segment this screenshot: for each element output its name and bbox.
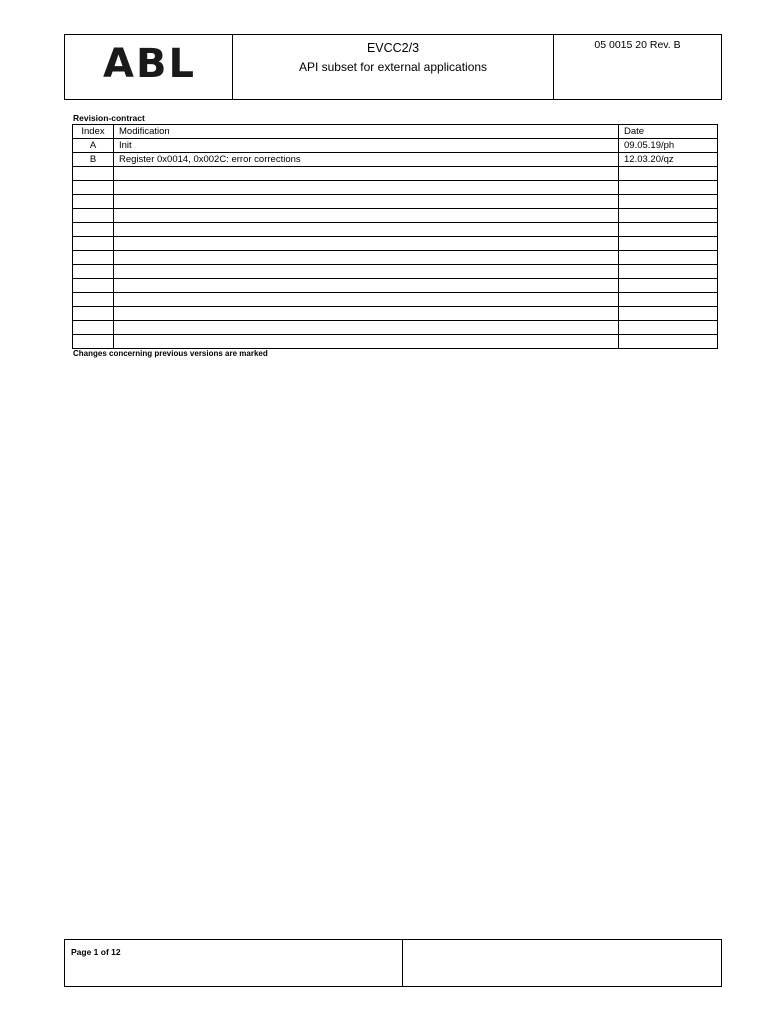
cell-modification xyxy=(114,251,619,265)
cell-index xyxy=(73,251,114,265)
cell-modification: Init xyxy=(114,139,619,153)
cell-index xyxy=(73,223,114,237)
column-header-modification: Modification xyxy=(114,125,619,139)
cell-modification xyxy=(114,195,619,209)
cell-modification xyxy=(114,321,619,335)
table-row xyxy=(73,335,718,349)
table-row xyxy=(73,293,718,307)
column-header-date: Date xyxy=(619,125,718,139)
cell-date xyxy=(619,195,718,209)
cell-date xyxy=(619,251,718,265)
cell-modification xyxy=(114,307,619,321)
product-name: EVCC2/3 xyxy=(366,41,420,55)
document-header xyxy=(64,34,722,100)
document-number: 05 0015 20 Rev. B xyxy=(594,39,681,51)
changes-note: Changes concerning previous versions are marked xyxy=(73,349,268,358)
cell-modification xyxy=(114,279,619,293)
cell-modification xyxy=(114,209,619,223)
table-row xyxy=(73,307,718,321)
cell-modification xyxy=(114,237,619,251)
cell-date xyxy=(619,167,718,181)
table-row xyxy=(73,279,718,293)
table-row xyxy=(73,237,718,251)
cell-date xyxy=(619,223,718,237)
cell-date xyxy=(619,293,718,307)
table-row xyxy=(73,195,718,209)
cell-index xyxy=(73,279,114,293)
cell-index xyxy=(73,307,114,321)
cell-modification xyxy=(114,223,619,237)
doc-number-cell xyxy=(554,35,721,99)
cell-date xyxy=(619,237,718,251)
cell-index xyxy=(73,181,114,195)
cell-date xyxy=(619,209,718,223)
cell-modification xyxy=(114,265,619,279)
revision-rows xyxy=(73,139,718,349)
document-subtitle: API subset for external applications xyxy=(298,60,488,74)
logo-cell xyxy=(65,35,233,99)
cell-index: A xyxy=(73,139,114,153)
cell-index xyxy=(73,335,114,349)
revision-label: Revision-contract xyxy=(73,113,145,123)
abl-logo-text: ABL xyxy=(103,41,196,84)
table-row xyxy=(73,153,718,167)
page-number: Page 1 of 12 xyxy=(71,947,121,957)
table-row xyxy=(73,139,718,153)
cell-modification xyxy=(114,167,619,181)
table-row xyxy=(73,167,718,181)
cell-index xyxy=(73,265,114,279)
cell-modification xyxy=(114,181,619,195)
table-row xyxy=(73,265,718,279)
cell-index xyxy=(73,321,114,335)
table-row xyxy=(73,181,718,195)
cell-index: B xyxy=(73,153,114,167)
cell-modification xyxy=(114,293,619,307)
table-row xyxy=(73,251,718,265)
revision-table xyxy=(72,124,718,349)
cell-date xyxy=(619,335,718,349)
revision-header-row xyxy=(73,125,718,139)
table-row xyxy=(73,209,718,223)
cell-index xyxy=(73,209,114,223)
cell-date xyxy=(619,307,718,321)
cell-date xyxy=(619,321,718,335)
cell-modification xyxy=(114,335,619,349)
footer-right-cell xyxy=(403,940,721,986)
table-row xyxy=(73,223,718,237)
table-row xyxy=(73,321,718,335)
cell-index xyxy=(73,195,114,209)
footer-left-cell xyxy=(65,940,403,986)
cell-index xyxy=(73,237,114,251)
cell-index xyxy=(73,167,114,181)
column-header-index: Index xyxy=(73,125,114,139)
cell-index xyxy=(73,293,114,307)
abl-logo xyxy=(101,39,201,84)
cell-date: 12.03.20/qz xyxy=(619,153,718,167)
cell-modification: Register 0x0014, 0x002C: error corrections xyxy=(114,153,619,167)
document-footer xyxy=(64,939,722,987)
cell-date: 09.05.19/ph xyxy=(619,139,718,153)
cell-date xyxy=(619,181,718,195)
cell-date xyxy=(619,265,718,279)
title-cell xyxy=(233,35,554,99)
cell-date xyxy=(619,279,718,293)
